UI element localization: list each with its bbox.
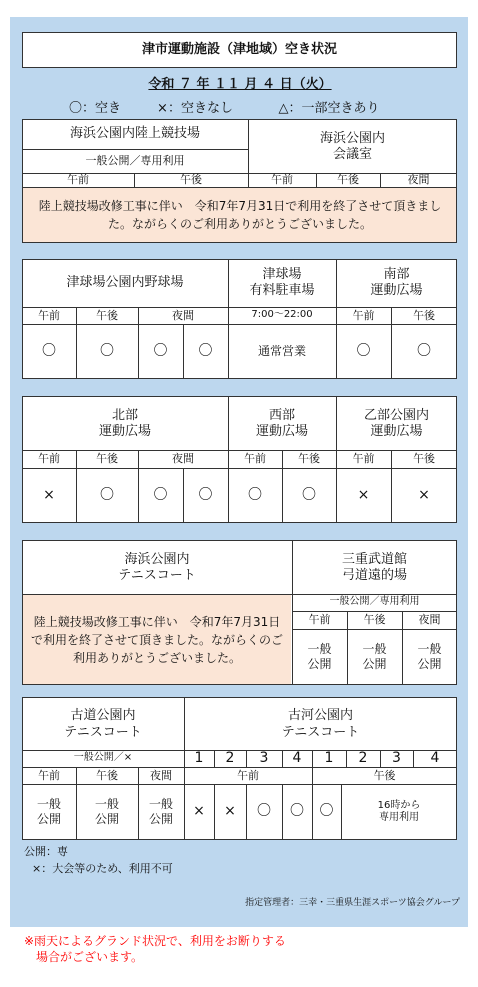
north-field-name: 北部 運動広場 xyxy=(98,407,151,439)
furukawa-court-status: × xyxy=(193,803,205,820)
furukawa-tennis-name: 古河公園内 テニスコート xyxy=(281,708,360,740)
furumichi-night-status: 一般 公開 xyxy=(148,797,173,826)
baseball-name: 津球場公園内野球場 xyxy=(66,274,184,290)
court-number: 4 xyxy=(430,749,440,766)
stadium-sub: 一般公開／専用利用 xyxy=(85,154,185,168)
parking-hours: 7:00～22:00 xyxy=(251,309,313,321)
south-pm-status: 〇 xyxy=(417,342,431,359)
footnote-public: 公開：専 xyxy=(24,845,68,858)
furukawa-court-status: × xyxy=(224,803,236,820)
furumichi-am-status: 一般 公開 xyxy=(36,797,61,826)
court-number: 3 xyxy=(259,749,269,766)
west-am-header: 午前 xyxy=(244,452,266,466)
south-field-name: 南部 運動広場 xyxy=(370,266,423,298)
furumichi-pm-status: 一般 公開 xyxy=(94,797,119,826)
kyudo-pm-header: 午後 xyxy=(363,613,386,627)
north-pm-header: 午後 xyxy=(96,452,118,466)
furumichi-am-header: 午前 xyxy=(38,768,60,782)
furumichi-sub: 一般公開／× xyxy=(73,752,133,764)
tennis-closure-notice: 陸上競技場改修工事に伴い 令和7年7月31日で利用を終了させて頂きました。ながらくのご利用ありがとうございました。 xyxy=(30,614,283,665)
kyudo-sub: 一般公開／専用利用 xyxy=(329,596,420,608)
parking-name: 津球場 有料駐車場 xyxy=(249,266,315,298)
parking-status: 通常営業 xyxy=(257,344,306,358)
kyudo-night-header: 夜間 xyxy=(418,613,441,627)
hall-name: 海浜公園内 会議室 xyxy=(319,130,385,162)
north-am-header: 午前 xyxy=(38,452,60,466)
furukawa-court-status: 〇 xyxy=(319,803,334,820)
otobe-am-status: × xyxy=(357,486,370,503)
furukawa-court-status: 〇 xyxy=(290,803,304,820)
furumichi-pm-header: 午後 xyxy=(96,768,118,782)
baseball-night2-status: 〇 xyxy=(198,342,213,359)
court-number: 3 xyxy=(392,749,401,766)
west-pm-status: 〇 xyxy=(302,486,316,503)
furukawa-am-header: 午前 xyxy=(237,768,259,782)
kyudo-pm-status: 一般 公開 xyxy=(362,642,387,671)
north-pm-status: 〇 xyxy=(100,486,114,503)
north-am-status: × xyxy=(43,486,55,503)
baseball-am-header: 午前 xyxy=(38,308,60,322)
kyudo-night-status: 一般 公開 xyxy=(417,642,442,671)
north-night2-status: 〇 xyxy=(198,486,213,503)
date-label: 令和 ７ 年 １１ 月 ４ 日（火） xyxy=(148,76,332,92)
page-title: 津市運動施設（津地域）空き状況 xyxy=(141,41,337,57)
baseball-pm-header: 午後 xyxy=(96,308,118,322)
stadium-name: 海浜公園内陸上競技場 xyxy=(69,125,200,141)
legend-partial: △：一部空きあり xyxy=(278,100,380,116)
baseball-am-status: 〇 xyxy=(42,342,56,359)
otobe-field-name: 乙部公園内 運動広場 xyxy=(363,407,429,439)
legend-unavailable: ×：空きなし xyxy=(157,100,233,116)
north-night1-status: 〇 xyxy=(153,486,168,503)
north-night-header: 夜間 xyxy=(172,452,194,466)
south-pm-header: 午後 xyxy=(413,308,435,322)
baseball-night-header: 夜間 xyxy=(172,308,194,322)
closure-notice: 陸上競技場改修工事に伴い 令和7年7月31日で利用を終了させて頂きました。ながらくのご利用ありがとうございました。 xyxy=(38,199,442,231)
footnote-cross: ×：大会等のため、利用不可 xyxy=(32,862,173,875)
court-number: 1 xyxy=(194,749,204,766)
legend-available: 〇：空き xyxy=(68,100,121,116)
manager-credit: 指定管理者：三幸・三重県生涯スポーツ協会グループ xyxy=(245,898,460,908)
court-number: 4 xyxy=(292,749,302,766)
court-number: 2 xyxy=(225,749,235,766)
otobe-pm-status: × xyxy=(418,486,430,503)
furukawa-pm-note: 16時から 専用利用 xyxy=(377,799,421,823)
kyudo-am-status: 一般 公開 xyxy=(307,642,332,671)
furumichi-night-header: 夜間 xyxy=(150,768,172,782)
south-am-status: 〇 xyxy=(356,342,371,359)
court-number: 2 xyxy=(358,749,368,766)
otobe-am-header: 午前 xyxy=(352,452,375,466)
furumichi-tennis-name: 古道公園内 テニスコート xyxy=(64,708,142,740)
stadium-pm-header: 午後 xyxy=(180,173,202,187)
baseball-pm-status: 〇 xyxy=(100,342,114,359)
south-am-header: 午前 xyxy=(352,308,375,322)
rain-notice: ※雨天によるグランド状況で、利用をお断りする 場合がございます。 xyxy=(24,934,286,965)
west-field-name: 西部 運動広場 xyxy=(255,407,308,439)
hall-night-header: 夜間 xyxy=(407,173,430,187)
hamanohama-tennis-name: 海浜公園内 テニスコート xyxy=(118,551,196,583)
furukawa-pm-header: 午後 xyxy=(373,768,396,782)
kyudo-am-header: 午前 xyxy=(308,613,331,627)
court-number: 1 xyxy=(324,749,334,766)
otobe-pm-header: 午後 xyxy=(413,452,435,466)
stadium-am-header: 午前 xyxy=(67,173,89,187)
west-pm-header: 午後 xyxy=(298,452,320,466)
kyudo-name: 三重武道館 弓道遠的場 xyxy=(341,551,407,583)
hall-am-header: 午前 xyxy=(271,173,293,187)
west-am-status: 〇 xyxy=(248,486,262,503)
hall-pm-header: 午後 xyxy=(337,173,359,187)
furukawa-court-status: 〇 xyxy=(257,803,271,820)
baseball-night1-status: 〇 xyxy=(153,342,168,359)
